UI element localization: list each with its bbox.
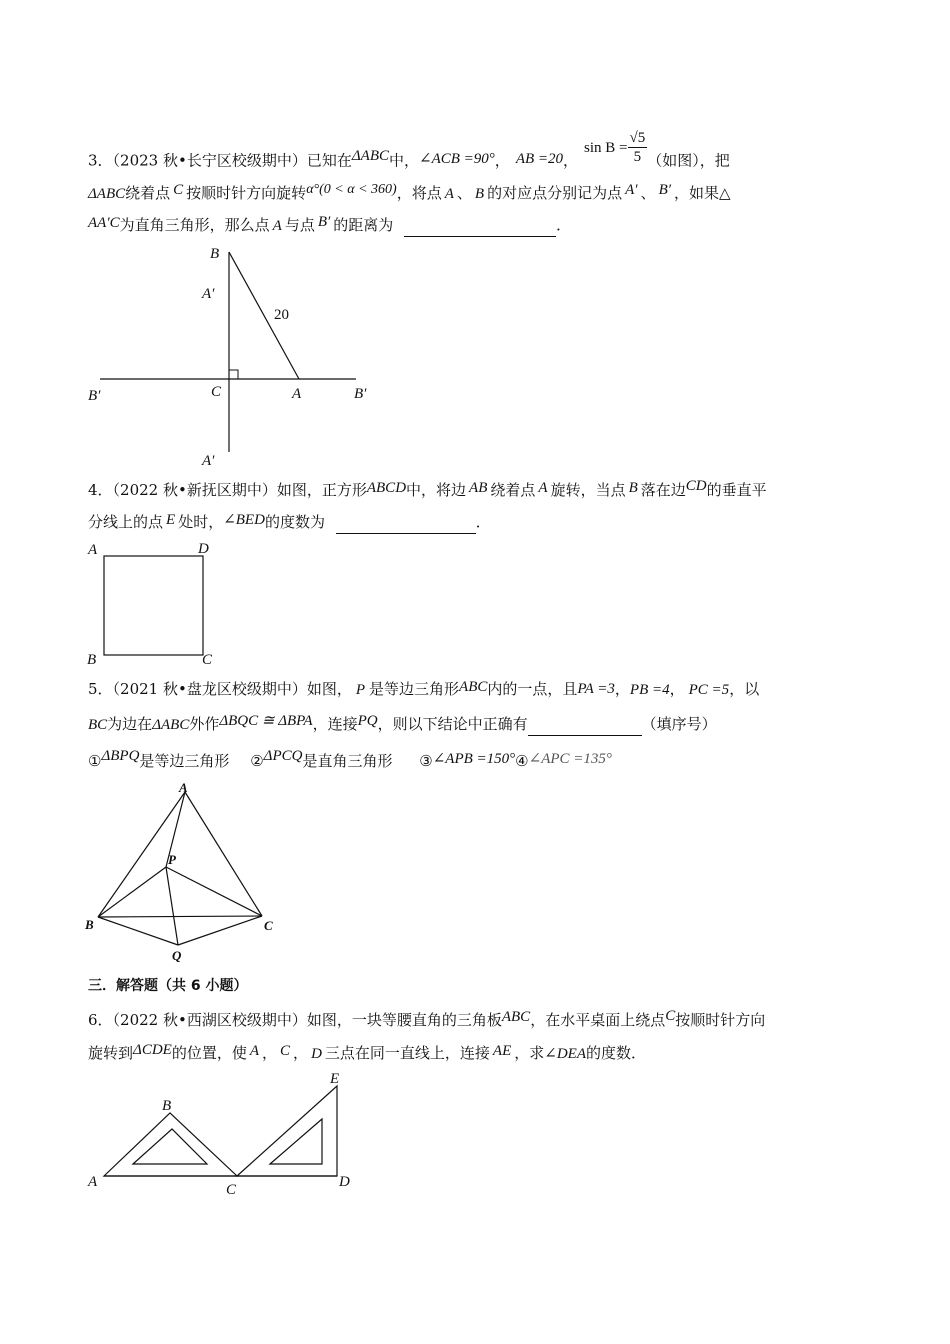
question-number: 6．: [88, 1011, 113, 1029]
label-b-prime-left: B′: [88, 388, 101, 404]
triangle-cde-inner: [270, 1119, 322, 1164]
label-b-prime-right: B′: [354, 386, 367, 402]
label-d: D: [198, 541, 209, 557]
label-a: A: [179, 780, 188, 795]
question-number: 3．: [88, 151, 113, 170]
question-source: （2022 秋•新抚区期中）: [112, 481, 277, 499]
triangle-abc-inner: [133, 1129, 207, 1164]
label-b: B: [210, 246, 220, 262]
label-b: B: [162, 1098, 172, 1114]
q6-line1: 6．（2022 秋•西湖区校级期中）如图，一块等腰直角的三角板ABC，在水平桌面上绕点C按顺时针方向: [88, 1008, 766, 1029]
label-a: A: [88, 542, 98, 558]
label-a: A: [292, 386, 302, 402]
label-e: E: [330, 1071, 340, 1087]
triangle-abc-outer: [104, 1113, 237, 1176]
fraction-sqrt5-over-5: $\frac{√5}{5}$: [629, 130, 646, 165]
label-d: D: [339, 1174, 350, 1190]
q3-line2: ΔABC绕着点 C 按顺时针方向旋转α°(0 < α < 360)，将点 A 、 B 的对应点分别记为点 A′ 、 B′ ，如果△: [88, 182, 731, 202]
q6-line2: 旋转到ΔCDE的位置，使 A ， C ， D 三点在同一直线上，连接 AE ，求∠DEA的度数．: [88, 1042, 647, 1062]
label-p: P: [168, 852, 176, 867]
q4-line2: 分线上的点 E 处时，∠BED的度数为 ．: [88, 511, 491, 534]
q3-line3: AA′C为直角三角形，那么点 A 与点 B′ 的距离为 ．: [88, 214, 571, 237]
label-a-prime-top: A′: [202, 286, 215, 302]
label-q: Q: [172, 948, 182, 963]
label-c: C: [264, 918, 273, 933]
q4-line1: 4．（2022 秋•新抚区期中）如图，正方形ABCD中，将边 AB 绕着点 A 旋转，当点 B 落在边CD的垂直平: [88, 478, 767, 499]
label-a: A: [88, 1174, 98, 1190]
question-source: （2023 秋•长宁区校级期中）: [112, 151, 307, 170]
label-c: C: [202, 652, 213, 668]
section-title: 三．解答题（共 6 小题）: [88, 978, 248, 994]
q5-line1: 5．（2021 秋•盘龙区校级期中）如图， P 是等边三角形ABC内的一点，且PA =3，PB =4， PC =5，以: [88, 679, 760, 698]
label-c: C: [211, 384, 222, 400]
question-number: 5．: [88, 680, 113, 698]
label-b: B: [85, 917, 94, 932]
q5-line2: BC为边在ΔABC外作ΔBQC ≅ ΔBPA，连接PQ，则以下结论中正确有 （填序号）: [88, 713, 717, 736]
question-number: 4．: [88, 481, 113, 499]
question-source: （2021 秋•盘龙区校级期中）: [112, 680, 307, 698]
sin-b-expr: sin B = $\frac{√5}{5}$: [584, 130, 646, 165]
label-20: 20: [274, 307, 289, 323]
question-source: （2022 秋•西湖区校级期中）: [112, 1011, 307, 1029]
label-a-prime-bottom: A′: [202, 453, 215, 469]
label-b: B: [87, 652, 97, 668]
label-c: C: [226, 1182, 237, 1198]
q3-line1: 3．（2023 秋•长宁区校级期中）已知在ΔABC中，∠ACB =90°， AB =20，sin B = $\frac{√5}{5}$ （如图），把: [88, 130, 730, 170]
q5-options: ①ΔBPQ是等边三角形 ②ΔPCQ是直角三角形 ③∠APB =150°④∠APC =135°: [88, 748, 612, 770]
